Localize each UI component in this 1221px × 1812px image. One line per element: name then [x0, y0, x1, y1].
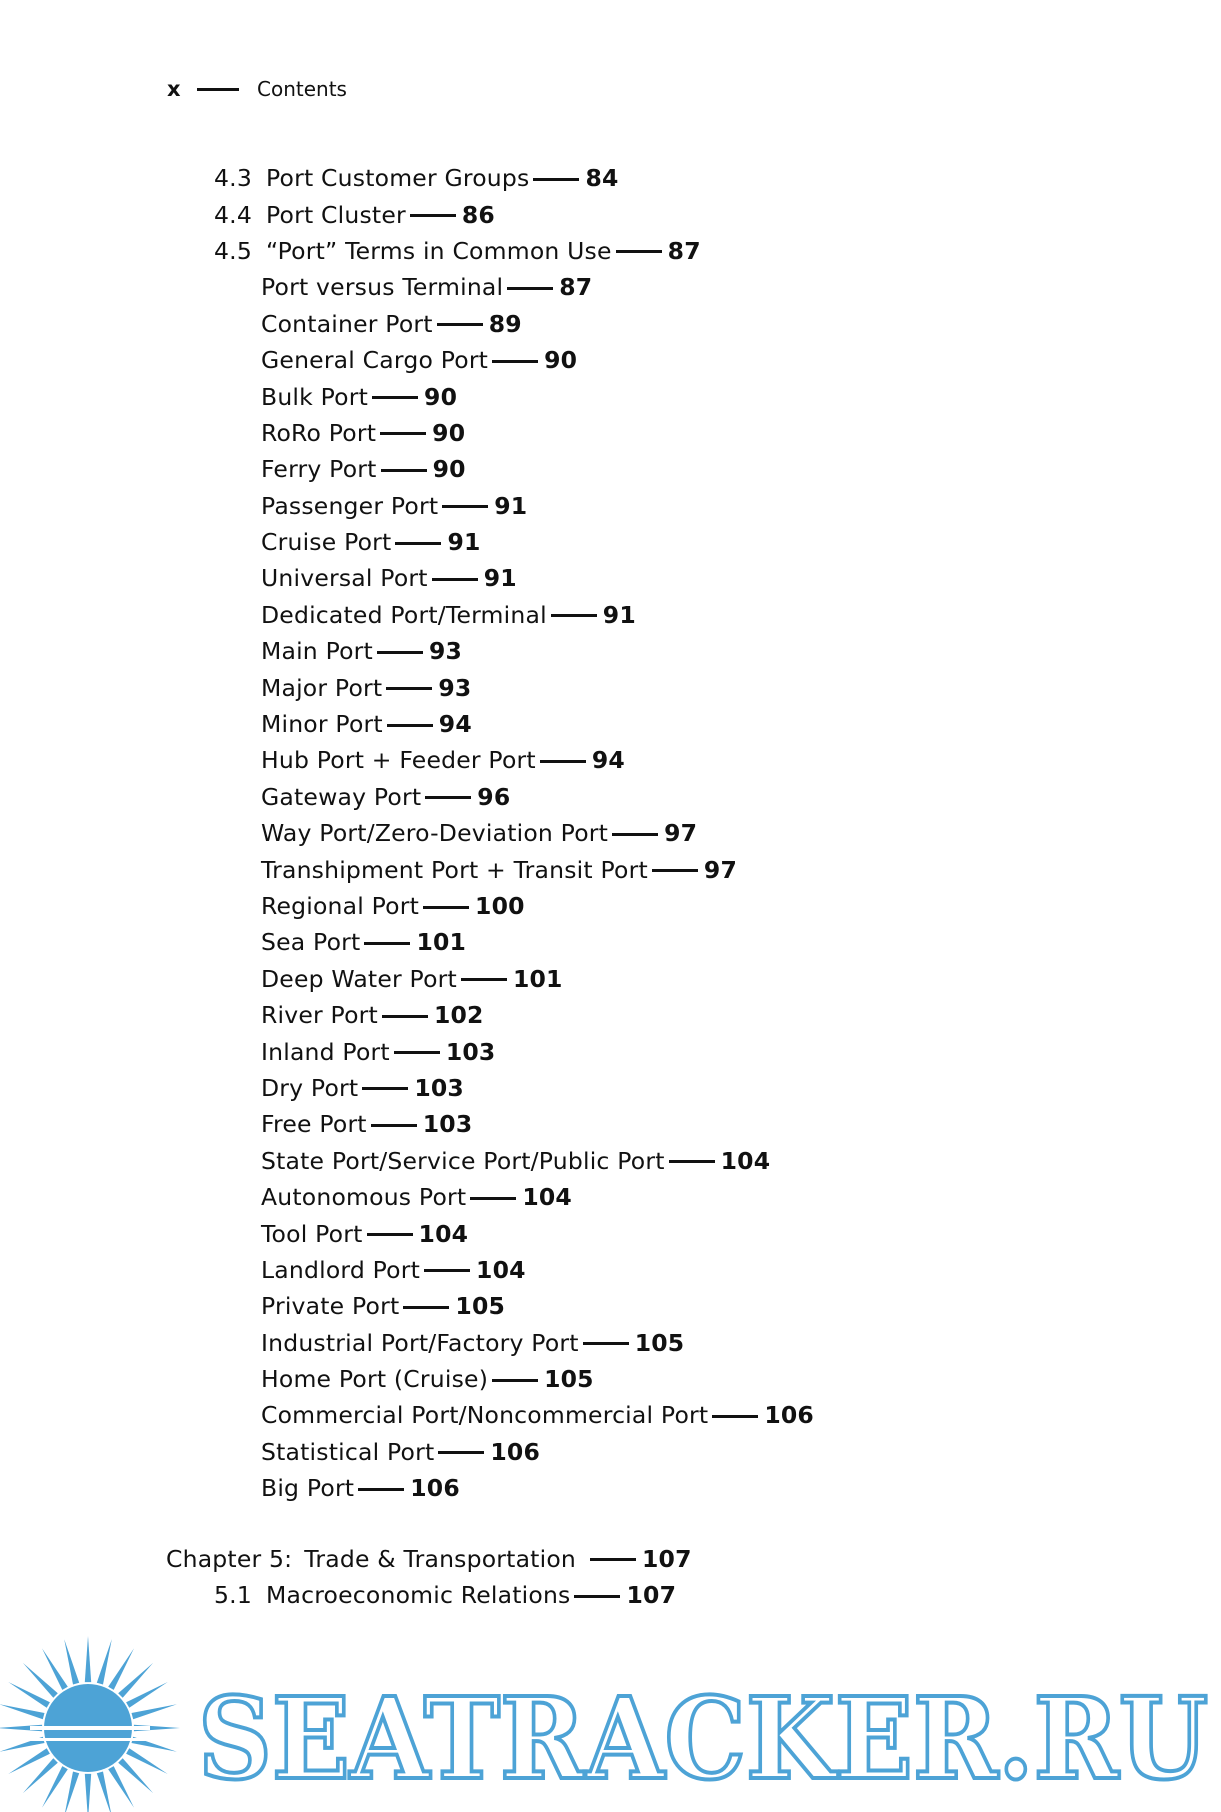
page-number: 104 [720, 1146, 771, 1175]
entry-title: Home Port (Cruise) [261, 1365, 489, 1394]
leader-rule [652, 869, 698, 872]
toc-entry[interactable] [0, 851, 1221, 887]
entry-title: Port Cluster [266, 200, 406, 229]
running-head-title: Contents [257, 77, 347, 101]
leader-rule [358, 1488, 404, 1491]
toc-entry[interactable] [0, 1434, 1221, 1470]
leader-rule [583, 1342, 629, 1345]
entry-title: Private Port [261, 1292, 400, 1321]
entry-title: Industrial Port/Factory Port [261, 1328, 579, 1357]
toc-entry[interactable] [0, 779, 1221, 815]
leader-rule [381, 469, 427, 472]
leader-rule [551, 614, 597, 617]
watermark [0, 1630, 1221, 1812]
page-number: 89 [488, 309, 522, 338]
entry-title: Port versus Terminal [261, 273, 504, 302]
port-terms-entries [0, 269, 1221, 1506]
sun-icon [0, 1636, 180, 1812]
toc-entry[interactable] [0, 1070, 1221, 1106]
page-number: 107 [642, 1544, 692, 1573]
chapter-gap [0, 1506, 1221, 1540]
toc-entry[interactable] [0, 1252, 1221, 1288]
leader-rule [507, 287, 553, 290]
entry-title: Landlord Port [261, 1255, 421, 1284]
leader-rule [380, 432, 426, 435]
entry-title: Container Port [261, 309, 433, 338]
toc-entry[interactable] [0, 1288, 1221, 1324]
entry-title: Inland Port [261, 1037, 390, 1066]
toc-entry[interactable] [0, 451, 1221, 487]
page-number: 100 [475, 892, 525, 920]
leader-rule [492, 1379, 538, 1382]
toc-entry[interactable] [0, 378, 1221, 414]
entry-title: Port Customer Groups [266, 164, 530, 193]
leader-rule [395, 542, 441, 545]
section-4-entries [0, 160, 1221, 269]
leader-rule [590, 1558, 636, 1561]
sun-horizon-line [30, 1726, 150, 1730]
leader-rule [387, 724, 433, 727]
entry-title: Sea Port [261, 928, 361, 957]
entry-title: RoRo Port [261, 418, 377, 447]
page-number: 90 [424, 382, 458, 411]
toc-entry[interactable] [0, 560, 1221, 596]
page-number: 107 [626, 1581, 677, 1610]
sun-ray [64, 1639, 79, 1684]
page-folio: x [167, 77, 181, 101]
entry-title: Cruise Port [261, 528, 392, 557]
entry-title: “Port” Terms in Common Use [266, 236, 612, 265]
page-number: 106 [490, 1437, 541, 1466]
toc-entry[interactable] [0, 415, 1221, 451]
toc-entry[interactable] [0, 706, 1221, 742]
entry-title: Dry Port [261, 1073, 359, 1102]
toc-entry[interactable] [0, 1215, 1221, 1251]
entry-title: River Port [261, 1001, 378, 1030]
entry-title: Regional Port [261, 892, 420, 920]
leader-rule [403, 1306, 449, 1309]
toc-entry[interactable] [0, 924, 1221, 960]
toc-entry[interactable] [0, 1470, 1221, 1506]
leader-rule [377, 651, 423, 654]
section-number: 4.5 [214, 236, 252, 265]
page-number: 104 [418, 1219, 469, 1248]
toc-entry[interactable] [0, 1106, 1221, 1142]
page-number: 84 [585, 164, 619, 193]
sun-ray [85, 1636, 91, 1682]
toc-entry[interactable] [0, 306, 1221, 342]
toc-entry[interactable] [0, 524, 1221, 560]
sun-ray [132, 1704, 177, 1719]
toc-entry[interactable] [0, 1397, 1221, 1433]
page-number: 94 [438, 710, 472, 739]
leader-rule [424, 1269, 470, 1272]
entry-title: Deep Water Port [261, 964, 457, 993]
section-number: 4.4 [214, 200, 252, 229]
page-number: 91 [447, 528, 481, 557]
leader-rule [438, 1451, 484, 1454]
page-number: 103 [445, 1037, 496, 1066]
table-of-contents [0, 160, 1221, 1613]
leader-rule [362, 1087, 408, 1090]
page-number: 90 [432, 455, 466, 484]
entry-title: General Cargo Port [261, 346, 489, 375]
leader-rule [410, 214, 456, 217]
page-number: 105 [634, 1328, 685, 1357]
toc-entry[interactable] [0, 1033, 1221, 1069]
entry-title: Way Port/Zero-Deviation Port [261, 819, 609, 848]
page-number: 104 [522, 1183, 572, 1212]
header-rule [197, 88, 239, 91]
page-number: 97 [664, 819, 698, 848]
page-number: 90 [544, 346, 578, 375]
leader-rule [394, 1051, 440, 1054]
toc-entry[interactable] [0, 633, 1221, 669]
leader-rule [533, 178, 579, 181]
toc-entry[interactable] [0, 342, 1221, 378]
toc-entry[interactable] [0, 888, 1221, 924]
entry-title: Autonomous Port [261, 1183, 467, 1212]
page-number: 93 [438, 673, 472, 702]
entry-title: Transhipment Port + Transit Port [261, 855, 648, 884]
page-number: 103 [414, 1073, 464, 1102]
page-number: 91 [483, 564, 517, 593]
entry-title: Statistical Port [261, 1437, 435, 1466]
page-number: 103 [422, 1110, 473, 1139]
entry-title: Minor Port [261, 710, 383, 739]
page-number: 87 [559, 273, 593, 302]
toc-entry[interactable] [0, 1143, 1221, 1179]
toc-entry[interactable] [0, 196, 1221, 232]
leader-rule [382, 1015, 428, 1018]
sun-ray [0, 1704, 45, 1719]
leader-rule [425, 796, 471, 799]
leader-rule [442, 505, 488, 508]
leader-rule [574, 1595, 620, 1598]
leader-rule [712, 1415, 758, 1418]
toc-entry[interactable] [0, 160, 1221, 196]
page-number: 96 [477, 782, 511, 811]
page-number: 101 [416, 928, 467, 957]
page-number: 97 [703, 855, 737, 884]
sun-ray [64, 1772, 79, 1812]
chapter-title: Trade & Transportation [304, 1544, 576, 1573]
toc-entry[interactable] [0, 742, 1221, 778]
chapter-heading[interactable] [0, 1540, 1221, 1576]
leader-rule [371, 1124, 417, 1127]
entry-title: Big Port [261, 1474, 355, 1503]
entry-title: Tool Port [261, 1219, 363, 1248]
toc-entry[interactable] [0, 1577, 1221, 1613]
leader-rule [470, 1197, 516, 1200]
page-number: 93 [428, 637, 463, 666]
leader-rule [669, 1160, 715, 1163]
sun-horizon-line [30, 1738, 150, 1741]
leader-rule [616, 250, 662, 253]
page-number: 106 [764, 1401, 814, 1430]
toc-entry[interactable] [0, 1325, 1221, 1361]
section-number: 4.3 [214, 164, 252, 193]
leader-rule [423, 906, 469, 909]
page-number: 86 [461, 200, 495, 229]
page-number: 90 [432, 418, 466, 447]
leader-rule [367, 1233, 413, 1236]
toc-entry[interactable] [0, 669, 1221, 705]
chapter-label: Chapter 5: [166, 1544, 293, 1573]
watermark-text: SEATRACKER.RU [198, 1674, 1208, 1805]
leader-rule [540, 760, 586, 763]
leader-rule [372, 396, 418, 399]
entry-title: Dedicated Port/Terminal [261, 600, 547, 629]
leader-rule [612, 833, 658, 836]
leader-rule [492, 360, 538, 363]
leader-rule [437, 323, 483, 326]
page-number: 91 [494, 491, 528, 520]
leader-rule [432, 578, 478, 581]
entry-title: Commercial Port/Noncommercial Port [261, 1401, 709, 1430]
toc-entry[interactable] [0, 269, 1221, 305]
entry-title: Major Port [261, 673, 383, 702]
page-number: 102 [433, 1001, 484, 1030]
section-5-entries [0, 1577, 1221, 1613]
entry-title: Bulk Port [261, 382, 369, 411]
entry-title: Ferry Port [261, 455, 377, 484]
toc-entry[interactable] [0, 815, 1221, 851]
toc-entry[interactable] [0, 597, 1221, 633]
page-number: 105 [455, 1292, 506, 1321]
running-head [167, 74, 347, 104]
toc-entry[interactable] [0, 997, 1221, 1033]
toc-entry[interactable] [0, 1361, 1221, 1397]
leader-rule [461, 978, 507, 981]
toc-entry[interactable] [0, 1179, 1221, 1215]
sun-ray [97, 1639, 112, 1684]
entry-title: Gateway Port [261, 782, 422, 811]
toc-entry[interactable] [0, 233, 1221, 269]
page-number: 94 [591, 746, 625, 775]
page-number: 87 [667, 236, 701, 265]
page-number: 91 [602, 600, 636, 629]
sun-ray [85, 1774, 91, 1812]
page-number: 105 [544, 1365, 594, 1394]
page-number: 104 [476, 1255, 526, 1284]
entry-title: Universal Port [261, 564, 428, 593]
entry-title: Hub Port + Feeder Port [261, 746, 536, 775]
toc-entry[interactable] [0, 488, 1221, 524]
sun-ray [97, 1772, 112, 1812]
leader-rule [386, 687, 432, 690]
page-number: 106 [410, 1474, 460, 1503]
section-number: 5.1 [214, 1581, 252, 1610]
toc-entry[interactable] [0, 961, 1221, 997]
entry-title: Main Port [261, 637, 373, 666]
entry-title: State Port/Service Port/Public Port [261, 1146, 665, 1175]
entry-title: Free Port [261, 1110, 367, 1139]
entry-title: Macroeconomic Relations [266, 1581, 571, 1610]
page-number: 101 [512, 964, 563, 993]
entry-title: Passenger Port [261, 491, 439, 520]
leader-rule [364, 942, 410, 945]
